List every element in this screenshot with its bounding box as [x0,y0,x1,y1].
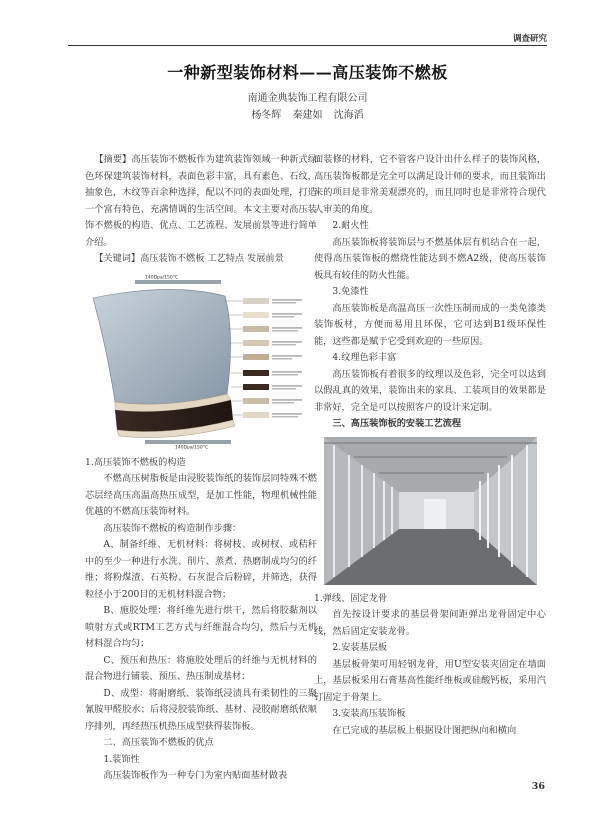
subsection-3-1: 1.弹线、固定龙骨 [314,592,388,604]
right-column [314,152,546,739]
step-a: A、制备纤维、无机材料：将树枝、或树杈、或秸秆中的至少一种进行水洗、削片、蒸煮、热磨制成均匀的纤维；将粉煤渣、石英粉、石灰混合后粉碎，并筛选，获得粒径小于200目的无机材料混合物； [85,539,317,600]
abstract: 【摘要】高压装饰不燃板作为建筑装饰领域一种新式绿色环保建筑装饰材料，表面色彩丰富，具有素色、石纹，抽象色，木纹等百余种选择，配以不同的表面处理，打造一个富有特色、充满情调的生活空间。本文主要对高压装饰不燃板的构造、优点、工艺流程、发展前景等进行简单介绍。 [85,154,317,248]
subsection-3-2-text: 基层板骨架可用轻钢龙骨，用U型安装夹固定在墙面上，基层板采用石膏基高性能纤维板或硅酸钙板，采用汽钉固定于骨架上。 [314,658,546,703]
page-number: 36 [531,781,545,792]
subsection-3-3-text: 在已完成的基层板上根据设计图把纵向和横向 [332,724,517,736]
article-title: 一种新型装饰材料——高压装饰不燃板 [167,63,448,82]
layer-diagram [85,274,317,449]
layer-swatches [243,298,269,418]
subsection-3-1-text: 首先按设计要求的基层骨架间距弹出龙骨固定中心线，然后固定安装龙骨。 [314,609,546,637]
subsection-3-3: 3.安装高压装饰板 [332,708,406,719]
section1-para2: 高压装饰不燃板的构造制作步骤： [103,522,242,534]
section-tag: 调查研究 [512,34,547,44]
subsection-2-3: 3.免漆性 [332,286,369,297]
press-plate-top [135,280,221,284]
step-d: D、成型：将耐磨纸、装饰纸浸渍具有柔韧性的三聚氰胺甲醛胶水；后将浸胶装饰纸、基材、浸胶耐磨纸依顺序排列，再经热压机热压成型获得装饰板。 [85,687,317,732]
step-b: B、施胶处理：将纤维先进行烘干，然后将胶黏剂以喷射方式或RTM工艺方式与纤维混合均匀，然后与无机材料混合均匀； [85,605,317,649]
corridor-photo [324,437,537,585]
subsection-2-2: 2.耐火性 [332,220,369,231]
affiliation: 南通金典装饰工程有限公司 [247,93,368,104]
subsection-2-4-text: 高压装饰板有着很多的纹理以及色彩，完全可以达到以假乱真的效果，装饰出来的家具、工装项目的效果都是非常好，完全是可以按照客户的设计来定制。 [314,368,546,413]
keywords: 【关键词】高压装饰不燃板 工艺特点 发展前景 [94,253,284,264]
installation-photo [324,437,537,585]
layer-text-marks [272,299,302,418]
section1-heading: 1.高压装饰不燃板的构造 [85,456,186,468]
step-c: C、预压和热压：将施胶处理后的纤维与无机材料的混合物进行铺装、预压、热压制成基材； [85,654,317,682]
press-label-top: 140Dpa/150°C [145,275,179,280]
section3-heading: 三、高压装饰板的安装工艺流程 [332,418,462,429]
press-label-bottom: 140Dpa/150°C [175,445,209,449]
structure-figure [85,274,317,449]
left-column [85,152,317,785]
section1-para1: 不燃高压树脂板是由浸胶装饰纸的装饰层同特殊不燃芯层经高压高温高热压成型，是加工性能，物理机械性能优越的不燃高压装饰材料。 [85,473,317,517]
subsection-2-3-text: 高压装饰板是高温高压一次性压制而成的一类免漆类装饰板材，方便而易用且环保，它可达到B1级环保性能，这些都是赋于它受到欢迎的一些原因。 [314,302,546,347]
header-rule [68,45,547,46]
subsection-2-4: 4.纹理色彩丰富 [332,352,397,363]
subsection-3-2: 2.安装基层板 [332,642,388,653]
subsection-2-2-text: 高压装饰板将装饰层与不燃基体层有机结合在一起，使得高压装饰板的燃烧性能达到不燃A2级，使高压装饰板具有较佳的防火性能。 [314,236,546,281]
continued-paragraph: 面装修的材料，它不管客户设计出什么样子的装饰风格，高压装饰板都是完全可以满足设计师的要求，而且装饰出来的项目是非常美观漂亮的，而且同时也是非常符合现代人审美的角度。 [314,154,546,215]
overlay-sheet [93,289,231,404]
abstract-block [85,152,317,268]
press-plate-bottom [145,440,231,444]
subsection-2-1: 1.装饰性 [103,753,140,765]
section2-heading: 二、高压装饰不燃板的优点 [103,737,214,748]
subsection-2-1-text: 高压装饰板作为一种专门为室内贴面基材做表 [103,770,288,781]
authors: 杨冬辉 秦建如 沈海滔 [251,110,364,121]
